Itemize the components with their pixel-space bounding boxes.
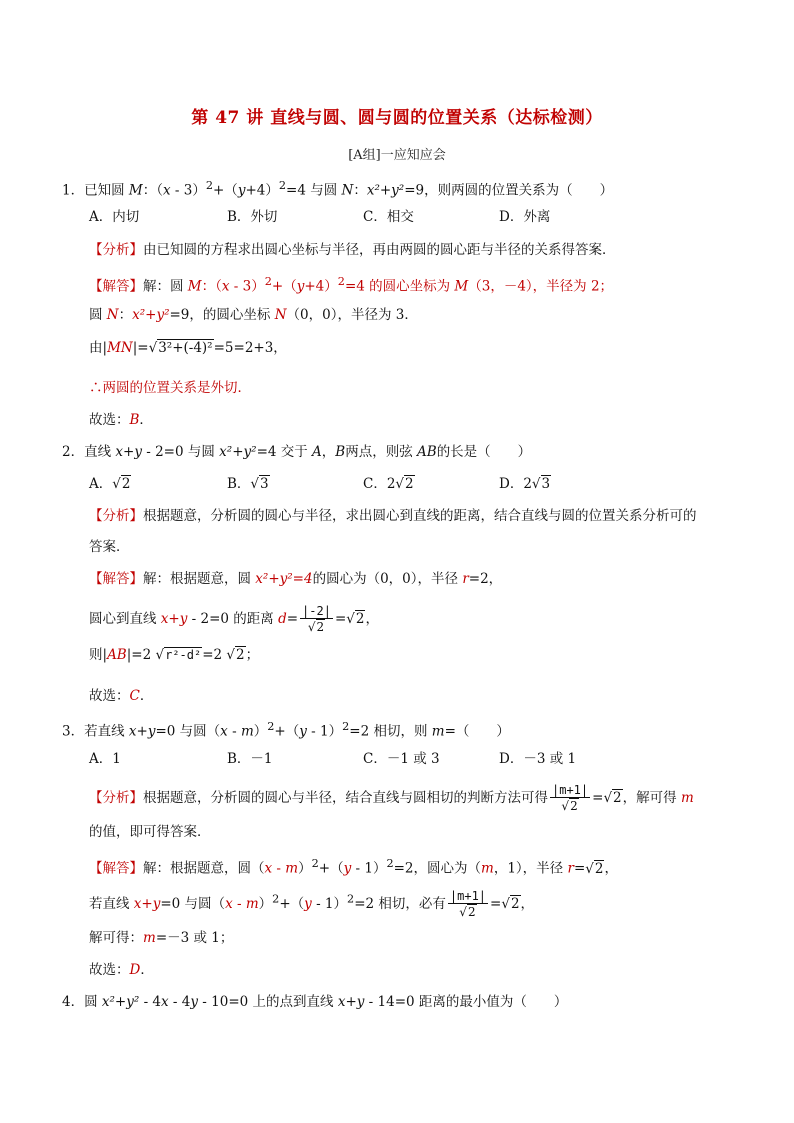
- q3-option-c: C．－1 或 3: [363, 751, 440, 767]
- q1-solution-line3: 由|MN|=√3²+(-4)²=5=2+3，: [89, 340, 287, 356]
- page-title: 第 47 讲 直线与圆、圆与圆的位置关系（达标检测）: [191, 108, 603, 128]
- q3-stem: 3．若直线 x+y=0 与圆（x - m）$^2$+（y - 1）$^2$=2 相切，则 m=（ ）: [62, 720, 510, 740]
- q1-conclusion: ∴两圆的位置关系是外切．: [89, 380, 251, 396]
- q1-answer: 故选：B．: [89, 412, 153, 428]
- q1-solution-line2: 圆 N：x²+y²=9，的圆心坐标 N（0，0），半径为 3．: [89, 307, 418, 323]
- q2-option-a: A．√2: [89, 476, 131, 492]
- q2-option-d: D．2√3: [499, 476, 551, 492]
- q3-option-a: A．1: [89, 751, 121, 767]
- q2-stem: 2．直线 x+y - 2=0 与圆 x²+y²=4 交于 A，B两点，则弦 AB的长是（ ）: [62, 444, 532, 460]
- q1-option-a: A．内切: [89, 209, 140, 225]
- q1-analysis: 【分析】由已知圆的方程求出圆心坐标与半径，再由两圆的圆心距与半径的关系得答案．: [89, 242, 616, 258]
- q2-solution-line1: 【解答】解：根据题意，圆 x²+y²=4的圆心为（0，0），半径 r=2，: [89, 571, 503, 587]
- q1-option-d: D．外离: [499, 209, 551, 225]
- q3-option-b: B．－1: [227, 751, 273, 767]
- q3-solution-line1: 【解答】解：根据题意，圆（x - m）$^2$+（y - 1）$^2$=2，圆心为（m，1），半径 r=√2，: [89, 857, 618, 877]
- q3-options: [89, 749, 576, 769]
- q2-solution-line3: 则|AB|=2 √r²-d²=2 √2；: [89, 647, 260, 663]
- q3-solution-line2: 若直线 x+y=0 与圆（x - m）$^2$+（y - 1）$^2$=2 相切，必有 $\frac{|m+1|}{√2}$ =√2，: [89, 889, 535, 919]
- q2-option-b: B．√3: [227, 476, 269, 492]
- q3-answer: 故选：D．: [89, 962, 154, 978]
- q2-answer: 故选：C．: [89, 688, 154, 704]
- q1-solution-line1: 【解答】解：圆 M：$(x - 3)^2+(y+4)^2=4$ 的圆心坐标为 M（3，－4），半径为 2；: [89, 275, 614, 295]
- q3-solution-line3: 解可得：m=－3 或 1；: [89, 930, 234, 946]
- q2-solution-line2: 圆心到直线 x+y - 2=0 的距离 d= $\frac{|-2|}{√2}$ =√2，: [89, 604, 379, 634]
- q1-option-c: C．相交: [363, 209, 414, 225]
- q3-option-d: D．－3 或 1: [499, 751, 577, 767]
- q2-option-c: C．2√2: [363, 476, 414, 492]
- q4-stem: 4．圆 x²+y² - 4x - 4y - 10=0 上的点到直线 x+y - 14=0 距离的最小值为（ ）: [62, 994, 568, 1010]
- q2-options: [89, 474, 551, 494]
- q1-options: [89, 207, 550, 227]
- group-heading: [A组]一应知应会: [348, 148, 446, 163]
- q2-analysis-line1: 【分析】根据题意，分析圆的圆心与半径，求出圆心到直线的距离，结合直线与圆的位置关系分析可的: [89, 508, 697, 524]
- q2-analysis-line2: 答案．: [89, 539, 130, 555]
- q1-option-b: B．外切: [227, 209, 278, 225]
- q3-analysis-line2: 的值，即可得答案．: [89, 824, 211, 840]
- q3-analysis-line1: 【分析】根据题意，分析圆的圆心与半径，结合直线与圆相切的判断方法可得 $\frac{|m+1|}{√2}$ =√2，解可得 m: [89, 783, 694, 813]
- q1-stem: 1．已知圆 M：$(x - 3)^2+(y+4)^2=4$ 与圆 N：x²+y²=9，则两圆的位置关系为（ ）: [62, 179, 614, 199]
